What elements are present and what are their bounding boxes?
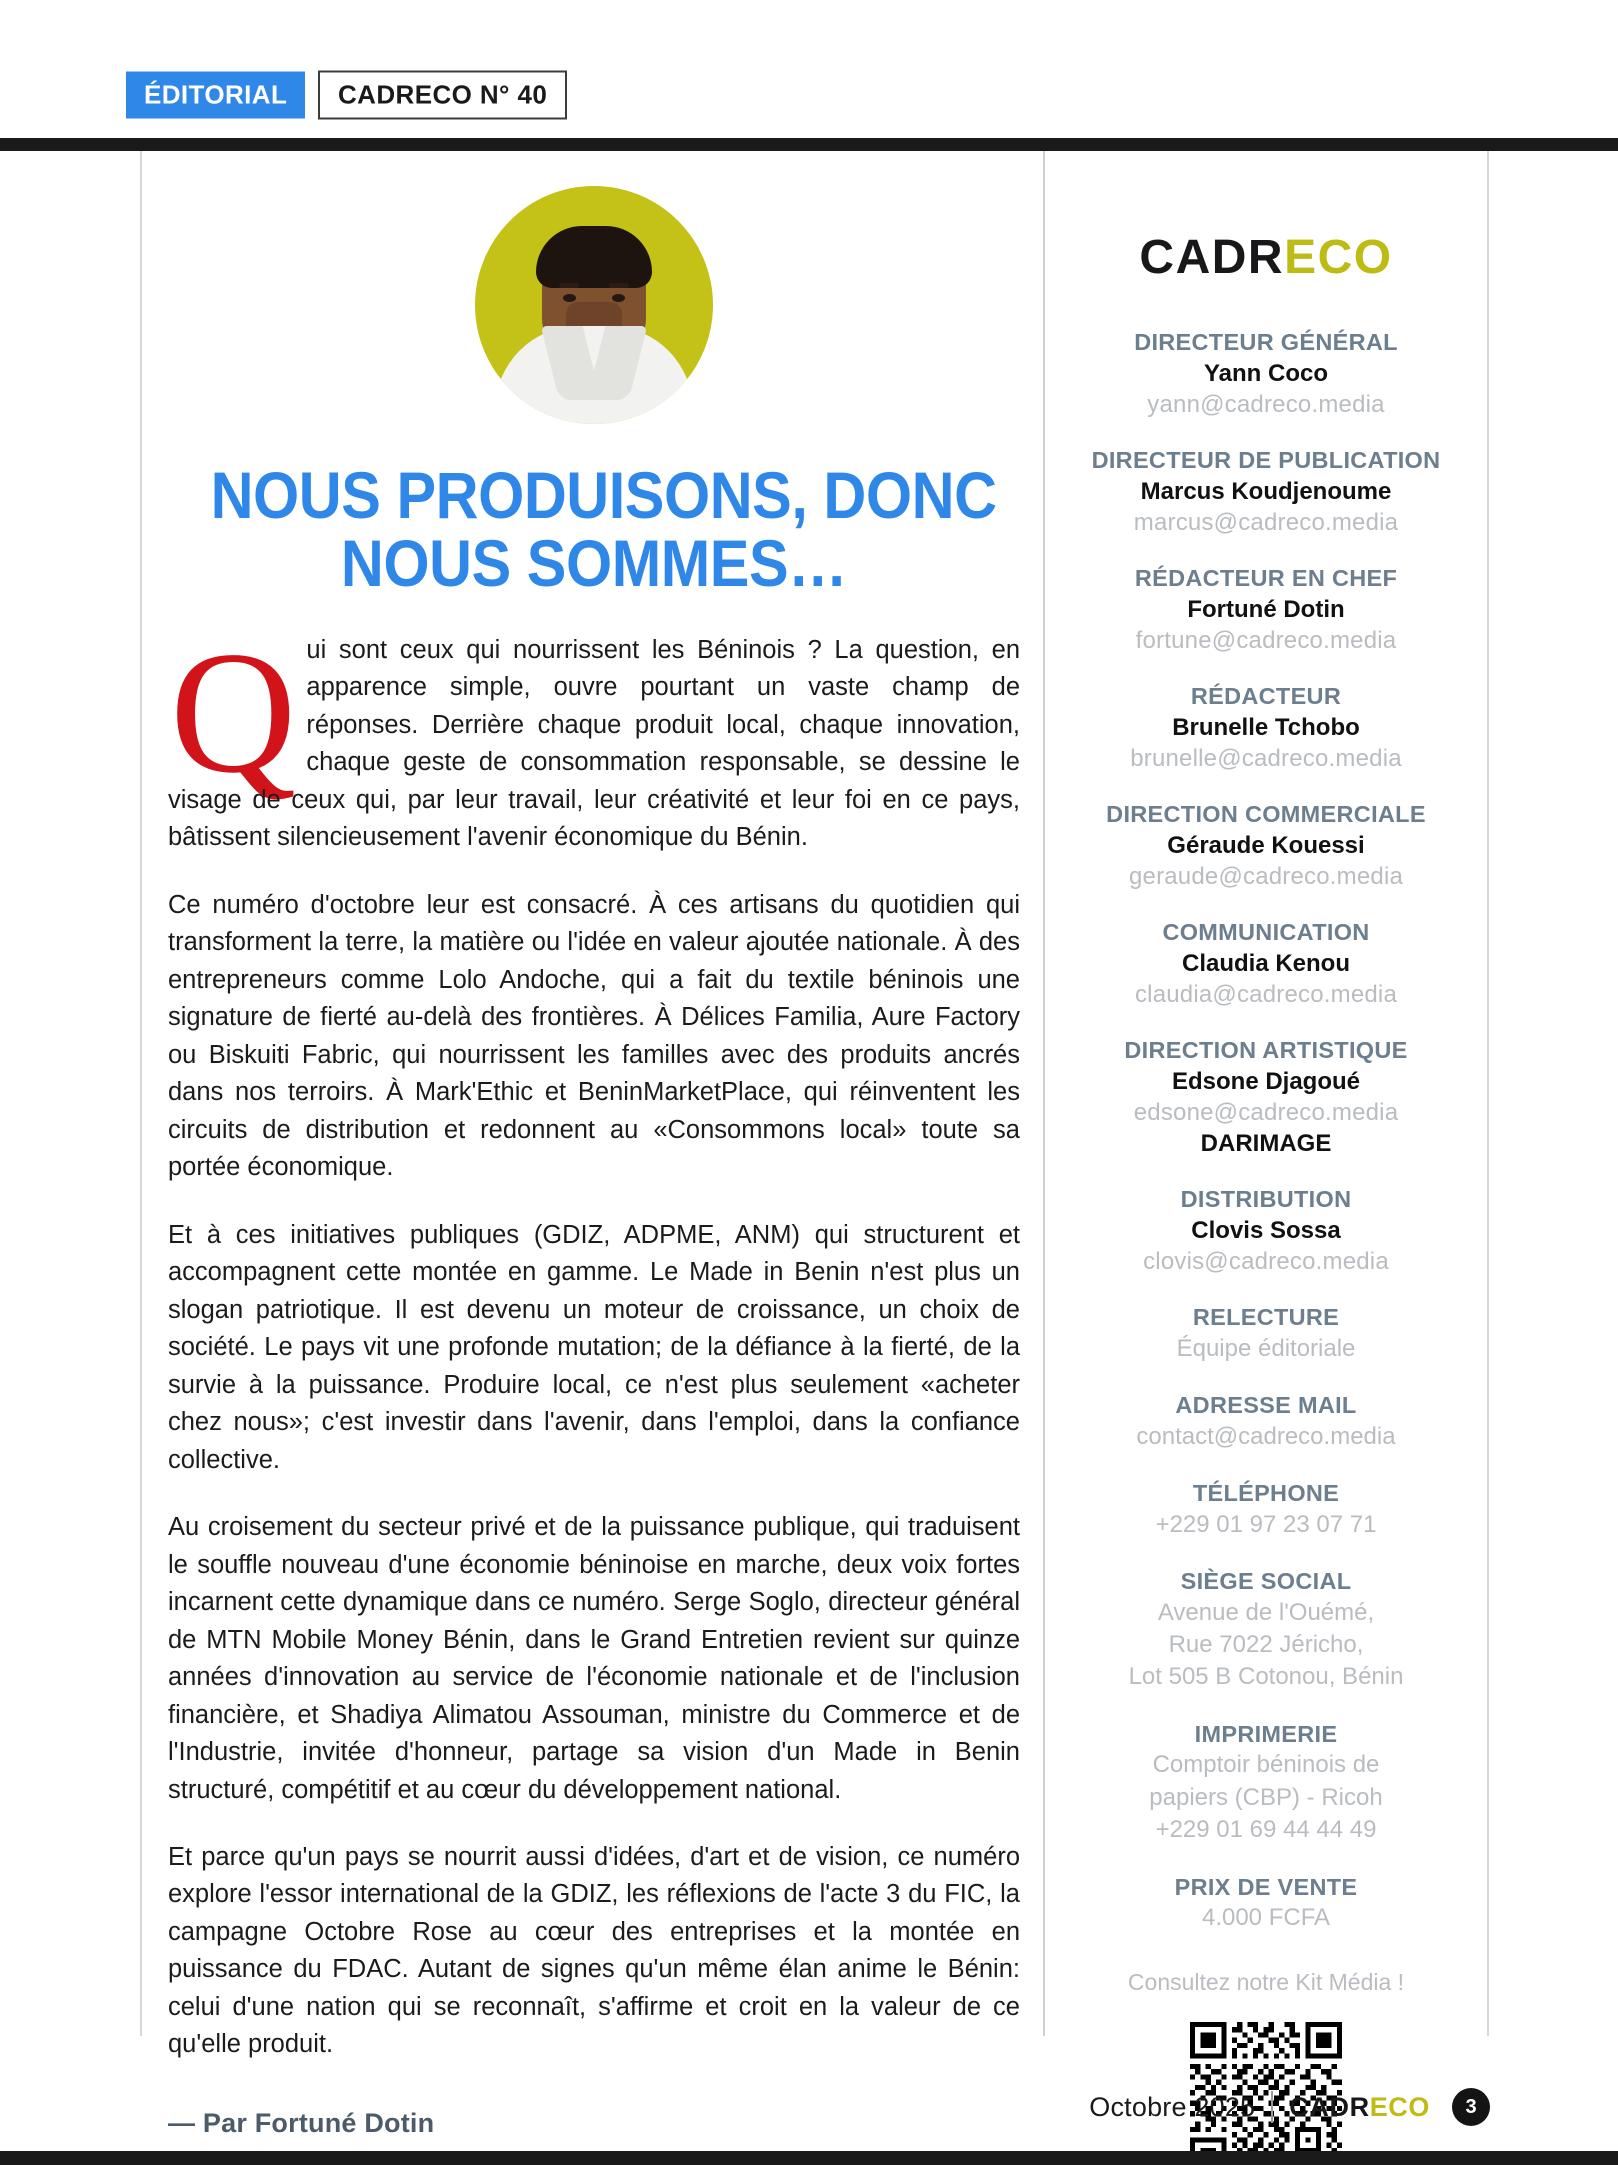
page-header — [0, 0, 1618, 152]
credit-name: Claudia Kenou — [1181, 949, 1350, 977]
credit-name: Brunelle Tchobo — [1172, 713, 1360, 741]
imprimerie-line-2: papiers (CBP) - Ricoh — [1149, 1783, 1383, 1811]
credit-email[interactable]: claudia@cadreco.media — [1134, 980, 1398, 1008]
bottom-bar — [0, 2151, 1618, 2165]
credit-email[interactable]: edsone@cadreco.media — [1133, 1098, 1399, 1126]
paragraph-4: Au croisement du secteur privé et de la puissance publique, qui traduisent le souffle nouveau d'une économie béninoise en marche, deux voix fortes incarnent cette dynamique dans ce numéro. Serge Soglo, directeur général de MTN Mobile Money Bénin, dans le Grand Entretien revient sur quinze années d'innovation au service de l'économie nationale et de l'inclusion financière, et Shadiya Alimatou Assouman, ministre du Commerce et de l'Industrie, invitée d'honneur, partage sa vision d'un Made in Benin structuré, compétitif et au cœur du développement national. — [168, 1513, 1020, 1804]
credit-telephone — [1045, 1479, 1487, 1541]
credit-price: 4.000 FCFA — [1201, 1904, 1331, 1932]
credit-email[interactable]: fortune@cadreco.media — [1135, 626, 1397, 654]
credit-role: DIRECTION ARTISTIQUE — [1124, 1036, 1408, 1063]
credit-role: RÉDACTEUR — [1190, 682, 1342, 709]
paragraph-5: Et parce qu'un pays se nourrit aussi d'idées, d'art et de vision, ce numéro explore l'essor international de la GDIZ, les réflexions de l'acte 3 du FIC, la campagne Octobre Rose au cœur des entreprises et la montée en puissance du FDAC. Autant de signes qu'un même élan anime le Bénin: celui d'une nation qui se reconnaît, s'affirme et croit en la valeur de ce qu'elle produit. — [168, 1842, 1020, 2059]
address-line-2: Rue 7022 Jéricho, — [1168, 1631, 1364, 1659]
credit-role: PRIX DE VENTE — [1174, 1873, 1358, 1900]
credit-role: IMPRIMERIE — [1194, 1720, 1338, 1747]
credit-email[interactable]: marcus@cadreco.media — [1133, 508, 1399, 536]
credit-name: Géraude Kouessi — [1167, 831, 1365, 859]
credit-role: RELECTURE — [1192, 1304, 1340, 1331]
footer-brand-part-1: CADR — [1289, 2091, 1370, 2122]
credit-role: RÉDACTEUR EN CHEF — [1134, 564, 1398, 591]
credit-value: Équipe éditoriale — [1176, 1334, 1356, 1362]
credit-email[interactable]: contact@cadreco.media — [1136, 1422, 1396, 1450]
paragraph-3: Et à ces initiatives publiques (GDIZ, ADPME, ANM) qui structurent et accompagnent cette montée en gamme. Le Made in Benin n'est plus un slogan patriotique. Il est devenu un moteur de croissance, un choix de société. Le pays vit une profonde mutation; de la défiance à la fierté, de la survie à la puissance. Produire local, ce n'est plus seulement «acheter chez nous»; c'est investir dans l'avenir, dans l'emploi, dans la confiance collective. — [168, 1220, 1020, 1474]
credit-adresse-mail — [1045, 1391, 1487, 1453]
page-footer — [1089, 2088, 1490, 2126]
credit-distribution — [1045, 1185, 1487, 1277]
credit-name: Fortuné Dotin — [1187, 595, 1345, 623]
footer-date: Octobre 2025 — [1089, 2091, 1256, 2122]
portrait-brow-left — [559, 283, 579, 288]
credit-name: Marcus Koudjenoume — [1140, 477, 1392, 505]
portrait-hair — [536, 226, 652, 288]
author-portrait-wrap — [168, 186, 1020, 424]
brand-logo-part-2: ECO — [1284, 231, 1393, 284]
drop-cap: Q — [170, 614, 297, 809]
credit-role: ADRESSE MAIL — [1175, 1392, 1357, 1419]
portrait-eye-left — [563, 294, 576, 302]
credit-prix-de-vente — [1045, 1873, 1487, 1935]
issue-tag: CADRECO N° 40 — [318, 71, 567, 120]
credit-direction-artistique — [1045, 1036, 1487, 1159]
imprimerie-line-1: Comptoir béninois de — [1152, 1751, 1380, 1779]
credit-role: COMMUNICATION — [1162, 918, 1370, 945]
portrait-eye-right — [612, 294, 625, 302]
kit-media-note: Consultez notre Kit Média ! — [1127, 1968, 1405, 1995]
credit-redacteur — [1045, 682, 1487, 774]
masthead-sidebar — [1045, 186, 1487, 2165]
column-divider-left — [140, 151, 142, 2036]
credit-role: DISTRIBUTION — [1180, 1186, 1352, 1213]
imprimerie-line-3: +229 01 69 44 44 49 — [1155, 1816, 1377, 1844]
footer-brand — [1289, 2092, 1430, 2123]
portrait-brow-right — [609, 283, 629, 288]
credit-name: Edsone Djagoué — [1171, 1067, 1361, 1095]
credit-email[interactable]: clovis@cadreco.media — [1143, 1247, 1389, 1275]
headline-line-2: NOUS SOMMES… — [340, 525, 848, 600]
page-title — [210, 458, 997, 600]
credit-studio-name: DARIMAGE — [1200, 1129, 1332, 1157]
credit-role: DIRECTEUR GÉNÉRAL — [1134, 329, 1398, 355]
lead-paragraph-text: ui sont ceux qui nourrissent les Béninois ? La question, en apparence simple, ouvre pourtant un vaste champ de réponses. Derrière chaque produit local, chaque innovation, chaque geste de consommation responsable, se dessine le visage de ceux qui, par leur travail, leur créativité et leur foi en ce pays, bâtissent silencieusement l'avenir économique du Bénin. — [168, 635, 1020, 852]
credit-directeur-general — [1045, 328, 1487, 420]
credit-phone[interactable]: +229 01 97 23 07 71 — [1155, 1510, 1377, 1538]
credit-email[interactable]: geraude@cadreco.media — [1128, 862, 1404, 890]
credit-relecture — [1045, 1303, 1487, 1365]
credit-email[interactable]: yann@cadreco.media — [1147, 390, 1385, 418]
credit-siege-social — [1045, 1567, 1487, 1694]
header-rule — [0, 138, 1618, 151]
brand-logo-part-1: CADR — [1139, 231, 1285, 284]
credit-imprimerie — [1045, 1720, 1487, 1847]
credit-name: Clovis Sossa — [1191, 1216, 1341, 1244]
credit-email[interactable]: brunelle@cadreco.media — [1130, 744, 1402, 772]
article-column — [168, 186, 1020, 2139]
credit-role: DIRECTEUR DE PUBLICATION — [1091, 446, 1441, 473]
credit-redacteur-en-chef — [1045, 564, 1487, 656]
page-number-badge: 3 — [1452, 2088, 1490, 2126]
credit-name: Yann Coco — [1203, 359, 1329, 387]
footer-separator — [1271, 2091, 1273, 2123]
brand-logo — [1045, 231, 1487, 284]
credit-direction-commerciale — [1045, 800, 1487, 892]
section-tag-editorial: ÉDITORIAL — [126, 72, 305, 119]
address-line-1: Avenue de l'Ouémé, — [1157, 1598, 1375, 1626]
credit-role: DIRECTION COMMERCIALE — [1106, 800, 1426, 827]
paragraph-2: Ce numéro d'octobre leur est consacré. À ces artisans du quotidien qui transforment la terre, la matière ou l'idée en valeur ajoutée nationale. À des entrepreneurs comme Lolo Andoche, qui a fait du textile béninois une signature de fierté au-delà des frontières. À Délices Familia, Aure Factory ou Biskuiti Fabric, qui nourrissent les familles avec des produits ancrés dans nos terroirs. À Mark'Ethic et BeninMarketPlace, qui réinventent les circuits de distribution et redonnent au «Consommons local» toute sa portée économique. — [168, 890, 1020, 1182]
column-divider-right — [1487, 151, 1489, 2036]
headline-line-1: NOUS PRODUISONS, DONC — [210, 458, 997, 532]
address-line-3: Lot 505 B Cotonou, Bénin — [1128, 1663, 1404, 1691]
credit-directeur-publication — [1045, 446, 1487, 538]
avatar — [475, 186, 713, 424]
lead-paragraph — [168, 614, 1020, 857]
footer-brand-part-2: ECO — [1369, 2091, 1430, 2122]
credit-communication — [1045, 918, 1487, 1010]
credit-role: SIÈGE SOCIAL — [1180, 1568, 1352, 1595]
credit-role: TÉLÉPHONE — [1192, 1480, 1340, 1507]
byline: — Par Fortuné Dotin — [168, 2107, 435, 2138]
